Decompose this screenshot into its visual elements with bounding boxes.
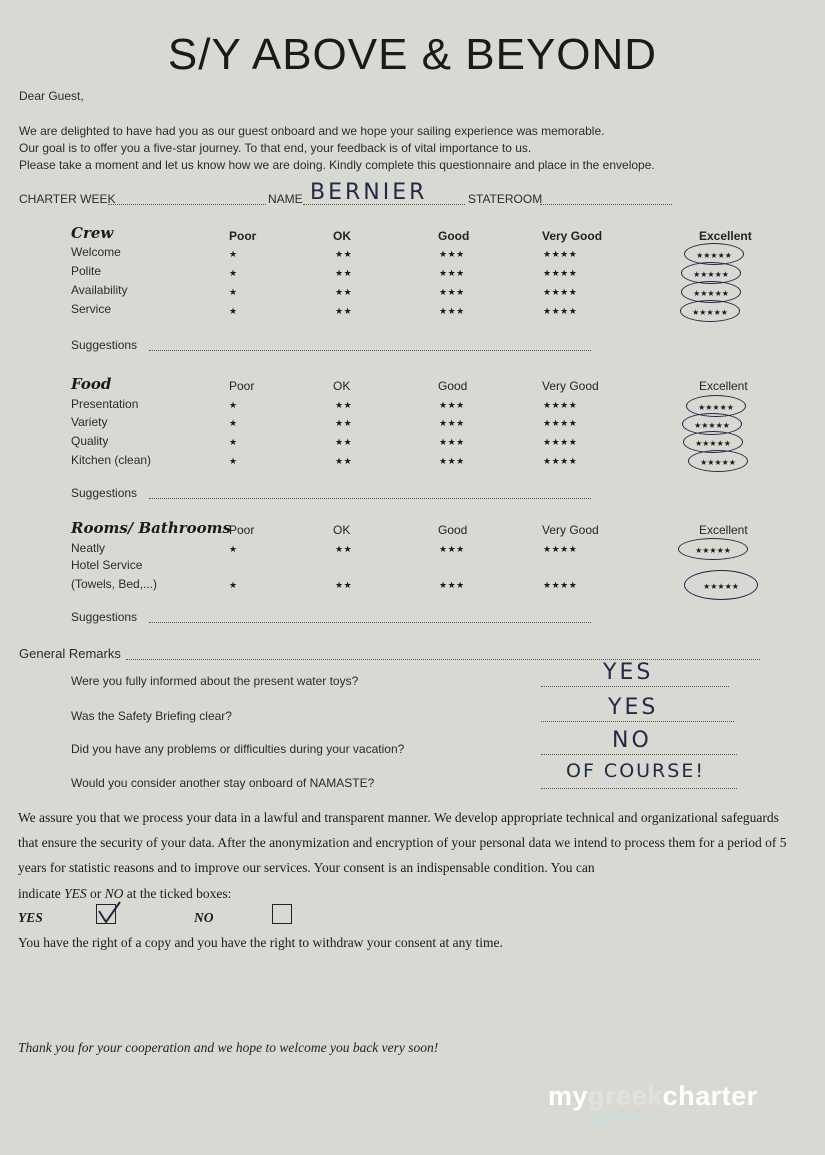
charter-week-field[interactable] [108,204,266,205]
crew-item-availability: Availability [71,283,128,297]
rating-ok[interactable]: ★★ [335,437,353,447]
greeting: Dear Guest, [19,89,84,103]
rating-good[interactable]: ★★★ [439,400,465,410]
answer-field[interactable] [541,754,737,755]
name-label: NAME [268,192,303,206]
rooms-item-neatly: Neatly [71,541,106,555]
rating-poor[interactable]: ★ [229,580,238,590]
watermark-logo: mygreekcharter [548,1081,758,1111]
rating-ok[interactable]: ★★ [335,456,353,466]
consent-no-checkbox[interactable] [272,904,292,924]
rating-poor[interactable]: ★ [229,268,238,278]
rating-very-good[interactable]: ★★★★ [543,456,578,466]
rating-excellent-circled[interactable]: ★★★★★ [688,450,748,472]
rooms-suggestions-label: Suggestions [71,610,138,624]
general-remarks-label: General Remarks [19,646,121,661]
answer-handwritten: YES [608,695,659,720]
rating-excellent-circled[interactable]: ★★★★★ [680,300,740,322]
rating-good[interactable]: ★★★ [439,306,465,316]
col-ok: OK [333,523,351,537]
rating-good[interactable]: ★★★ [439,418,465,428]
rating-very-good[interactable]: ★★★★ [543,400,578,410]
col-very-good: Very Good [542,379,599,393]
col-excellent: Excellent [699,523,748,537]
rating-poor[interactable]: ★ [229,249,238,259]
intro-line-2: Our goal is to offer you a five-star journey. To that end, your feedback is of vital importance to us. [19,141,532,155]
rating-good[interactable]: ★★★ [439,268,465,278]
privacy-text: We assure you that we process your data in a lawful and transparent manner. We develop appropriate technical and organizational safeguards that ensure the security of your data. After the anonymization and encryption of your personal data we intend to process them for a period of 5 years for statistic reasons and to improve our services. Your consent is an indispensable condition. You can [18,810,787,875]
food-item-presentation: Presentation [71,397,139,411]
question-water-toys: Were you fully informed about the present water toys? [71,674,359,688]
rating-good[interactable]: ★★★ [439,249,465,259]
rating-good[interactable]: ★★★ [439,437,465,447]
rating-ok[interactable]: ★★ [335,580,353,590]
answer-handwritten: YES [603,660,654,685]
section-title-crew: Crew [71,224,114,242]
question-safety-briefing: Was the Safety Briefing clear? [71,709,232,723]
stateroom-field[interactable] [540,204,672,205]
rating-good[interactable]: ★★★ [439,287,465,297]
rating-good[interactable]: ★★★ [439,580,465,590]
col-ok: OK [333,229,351,243]
rooms-item-towels-bed: (Towels, Bed,...) [71,577,158,591]
answer-handwritten: NO [612,728,652,753]
col-ok: OK [333,379,351,393]
charter-week-label: CHARTER WEEK [19,192,116,206]
intro-line-1: We are delighted to have had you as our guest onboard and we hope your sailing experience was memorable. [19,124,605,138]
rating-ok[interactable]: ★★ [335,268,353,278]
thanks-text: Thank you for your cooperation and we hope to welcome you back very soon! [18,1040,439,1055]
rating-very-good[interactable]: ★★★★ [543,580,578,590]
rating-excellent-circled[interactable]: ★★★★★ [681,281,741,303]
check-mark-icon [96,901,122,927]
stateroom-label: STATEROOM [468,192,543,206]
col-good: Good [438,379,468,393]
rating-ok[interactable]: ★★ [335,249,353,259]
intro-line-3: Please take a moment and let us know how we are doing. Kindly complete this questionnaire and place in the envelope. [19,158,655,172]
crew-item-welcome: Welcome [71,245,121,259]
consent-yes-label: YES [18,910,43,925]
rating-ok[interactable]: ★★ [335,287,353,297]
question-another-stay: Would you consider another stay onboard of NAMASTE? [71,776,375,790]
food-item-variety: Variety [71,415,108,429]
answer-field[interactable] [541,686,729,687]
crew-item-service: Service [71,302,112,316]
rating-excellent-circled[interactable]: ★★★★★ [686,395,746,417]
rating-excellent-circled[interactable]: ★★★★★ [683,431,743,453]
consent-no-label: NO [194,910,214,925]
col-good: Good [438,229,470,243]
food-suggestions-label: Suggestions [71,486,138,500]
rating-ok[interactable]: ★★ [335,418,353,428]
rating-good[interactable]: ★★★ [439,456,465,466]
rating-excellent-circled[interactable]: ★★★★★ [678,538,748,560]
col-good: Good [438,523,468,537]
crew-item-polite: Polite [71,264,102,278]
rooms-suggestions-field[interactable] [149,622,591,623]
rating-ok[interactable]: ★★ [335,544,353,554]
rating-very-good[interactable]: ★★★★ [543,306,578,316]
rating-poor[interactable]: ★ [229,544,238,554]
rating-very-good[interactable]: ★★★★ [543,249,578,259]
rating-poor[interactable]: ★ [229,437,238,447]
col-excellent: Excellent [699,229,752,243]
rating-very-good[interactable]: ★★★★ [543,418,578,428]
rating-very-good[interactable]: ★★★★ [543,268,578,278]
rating-good[interactable]: ★★★ [439,544,465,554]
rating-poor[interactable]: ★ [229,400,238,410]
col-very-good: Very Good [542,523,599,537]
consent-yes-checkbox[interactable] [96,904,116,924]
rating-poor[interactable]: ★ [229,456,238,466]
rating-ok[interactable]: ★★ [335,306,353,316]
rating-very-good[interactable]: ★★★★ [543,437,578,447]
col-poor: Poor [229,523,255,537]
rating-very-good[interactable]: ★★★★ [543,287,578,297]
food-suggestions-field[interactable] [149,498,591,499]
answer-handwritten: OF COURSE! [566,760,705,782]
rating-excellent-circled[interactable]: ★★★★★ [684,570,758,600]
general-remarks-field[interactable] [126,659,760,660]
watermark-tagline: mygreekcharter.com [585,1115,667,1124]
section-title-food: Food [71,375,112,393]
crew-suggestions-field[interactable] [149,350,591,351]
document-title: S/Y ABOVE & BEYOND [167,30,658,79]
name-handwritten-value: BERNIER [310,180,428,205]
food-item-quality: Quality [71,434,109,448]
rating-excellent-circled[interactable]: ★★★★★ [684,243,744,265]
question-problems: Did you have any problems or difficulties during your vacation? [71,742,405,756]
rating-poor[interactable]: ★ [229,418,238,428]
col-very-good: Very Good [542,229,603,243]
rating-poor[interactable]: ★ [229,287,238,297]
rating-poor[interactable]: ★ [229,306,238,316]
rating-ok[interactable]: ★★ [335,400,353,410]
rating-excellent-circled[interactable]: ★★★★★ [681,262,741,284]
rating-excellent-circled[interactable]: ★★★★★ [682,413,742,435]
rooms-item-hotel-service: Hotel Service [71,558,143,572]
col-excellent: Excellent [699,379,748,393]
answer-field[interactable] [541,721,734,722]
rating-very-good[interactable]: ★★★★ [543,544,578,554]
crew-suggestions-label: Suggestions [71,338,138,352]
copy-right-text: You have the right of a copy and you have the right to withdraw your consent at any time. [18,935,503,950]
col-poor: Poor [229,379,255,393]
food-item-kitchen: Kitchen (clean) [71,453,152,467]
col-poor: Poor [229,229,257,243]
section-title-rooms: Rooms/ Bathrooms [71,519,231,537]
answer-field[interactable] [541,788,737,789]
privacy-indicate-line: indicate YES or NO at the ticked boxes: [18,886,232,901]
